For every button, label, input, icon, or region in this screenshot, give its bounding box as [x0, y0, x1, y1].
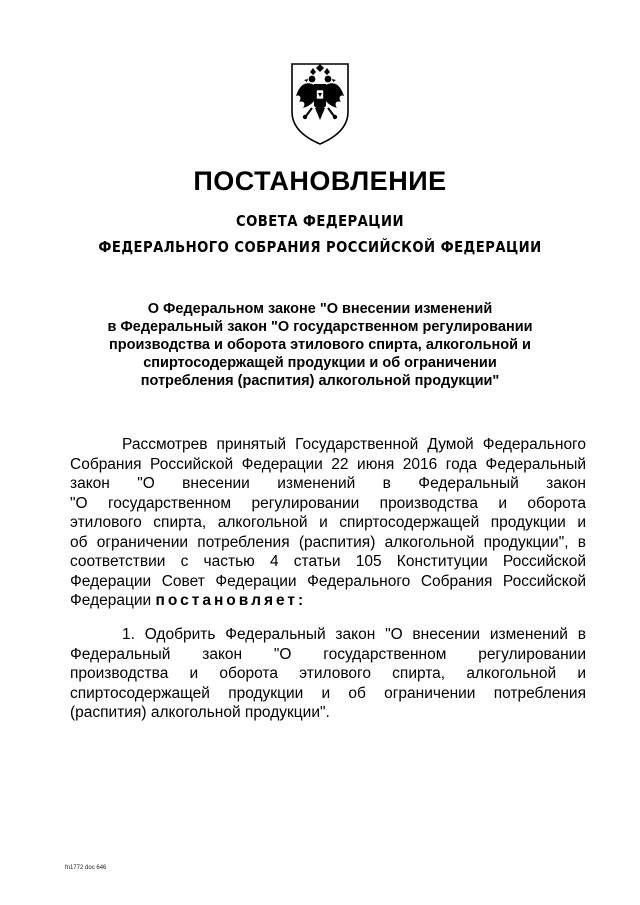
heading-line: О Федеральном законе "О внесении изменений [147, 301, 493, 317]
resolution-keyword: постановляет: [155, 592, 307, 609]
issuer-line-2: ФЕДЕРАЛЬНОГО СОБРАНИЯ РОССИЙСКОЙ ФЕДЕРАЦИИ [98, 238, 542, 256]
paragraph-line: Федеральный закон "О государственном регулировании [70, 645, 586, 663]
heading-line: производства и оборота этилового спирта, алкогольной и [109, 337, 531, 353]
paragraph-line: "О государственном регулировании производства и оборота [70, 494, 586, 512]
paragraph-line: закон "О внесении изменений в Федеральный закон [70, 475, 586, 492]
paragraph-preamble [70, 435, 586, 611]
paragraph-line-prefix: Федерации [70, 592, 156, 609]
heading-line: спиртосодержащей продукции и об ограничении [143, 355, 497, 371]
paragraph-line [70, 591, 586, 611]
coat-of-arms-icon [288, 62, 352, 146]
document-code: fn1772 doc 646 [65, 865, 107, 871]
document-title: ПОСТАНОВЛЕНИЕ [193, 166, 447, 196]
paragraph-line: (распития) алкогольной продукции". [70, 704, 330, 721]
paragraph-line: спиртосодержащей продукции и об ограничении потребления [70, 684, 586, 702]
paragraph-line: производства и оборота этилового спирта, алкогольной и [70, 665, 586, 682]
issuer-line-1: СОВЕТА ФЕДЕРАЦИИ [236, 212, 404, 230]
paragraph-line: Рассмотрев принятый Государственной Думой Федерального [122, 436, 586, 453]
paragraph-line: 1. Одобрить Федеральный закон "О внесении изменений в [122, 626, 586, 643]
heading-line: в Федеральный закон "О государственном регулировании [107, 319, 533, 335]
paragraph-line: Собрания Российской Федерации 22 июня 2016 года Федеральный [70, 455, 586, 473]
paragraph-line: Федерации Совет Федерации Федерального Собрания Российской [70, 572, 586, 590]
paragraph-line: соответствии с частью 4 статьи 105 Конституции Российской [70, 553, 586, 570]
paragraph-line: об ограничении потребления (распития) алкогольной продукции", в [70, 533, 586, 551]
heading-line: потребления (распития) алкогольной продукции" [140, 373, 500, 389]
paragraph-item-1 [70, 625, 586, 723]
document-heading [60, 300, 580, 390]
paragraph-line: этилового спирта, алкогольной и спиртосодержащей продукции и [70, 514, 586, 531]
